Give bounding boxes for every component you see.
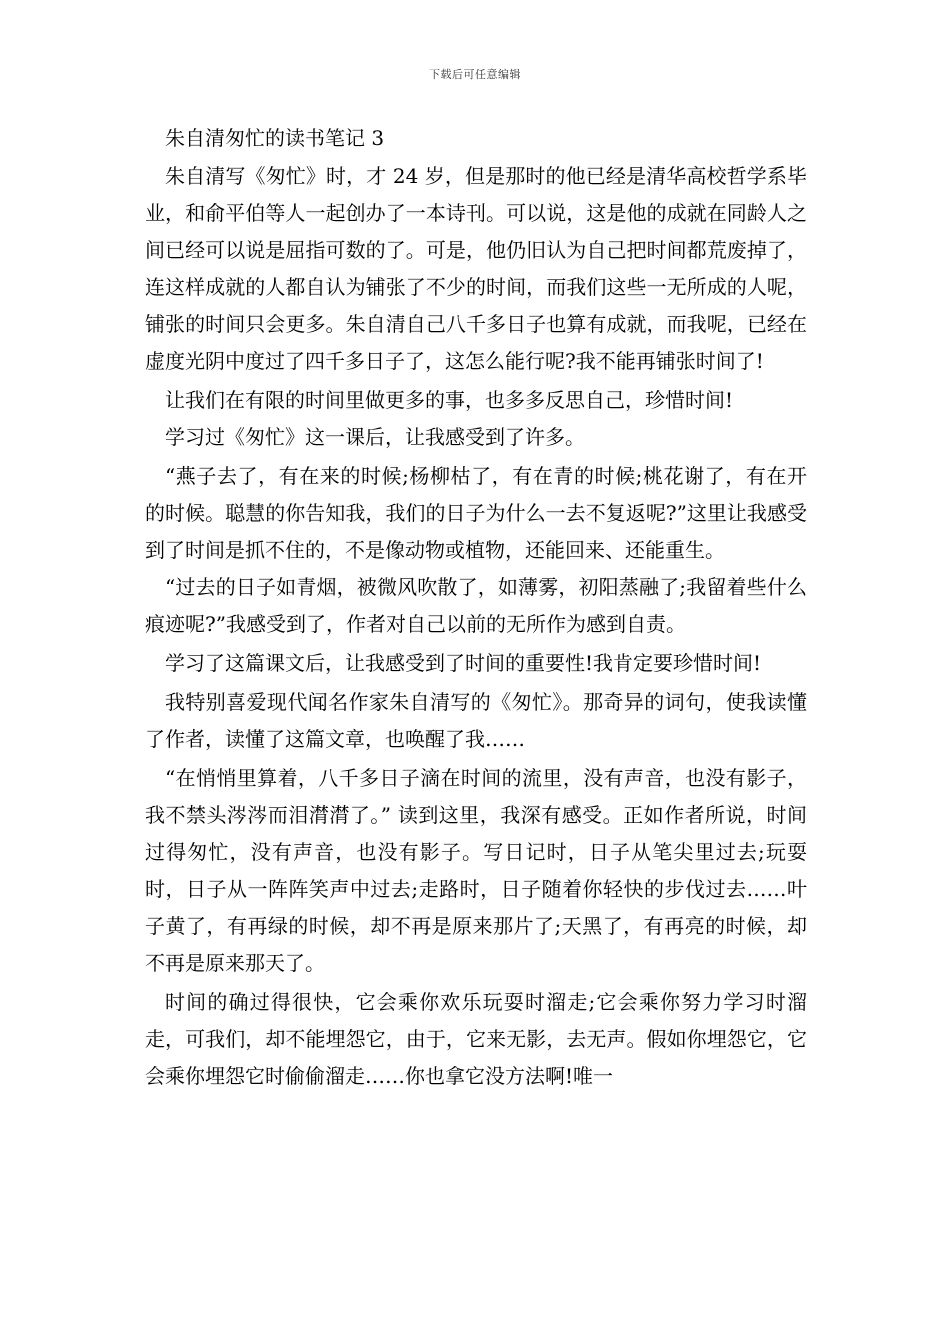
document-body xyxy=(145,120,807,1095)
header-note: 下载后可任意编辑 xyxy=(429,68,521,81)
paragraph: 时间的确过得很快，它会乘你欢乐玩耍时溜走;它会乘你努力学习时溜走，可我们，却不能埋怨它，由于，它来无影，去无声。假如你埋怨它，它会乘你埋怨它时偷偷溜走……你也拿它没方法啊!唯一 xyxy=(145,990,807,1088)
paragraph: “过去的日子如青烟，被微风吹散了，如薄雾，初阳蒸融了;我留着些什么痕迹呢?”我感受到了，作者对自己以前的无所作为感到自责。 xyxy=(145,575,807,636)
paragraph: 朱自清写《匆忙》时，才 24 岁，但是那时的他已经是清华高校哲学系毕业，和俞平伯等人一起创办了一本诗刊。可以说，这是他的成就在同龄人之间已经可以说是屈指可数的了。可是，他仍旧认为自己把时间都荒废掉了，连这样成就的人都自认为铺张了不少的时间，而我们这些一无所成的人呢，铺张的时间只会更多。朱自清自己八千多日子也算有成就，而我呢，已经在虚度光阴中度过了四千多日子了，这怎么能行呢?我不能再铺张时间了! xyxy=(145,164,807,373)
paragraph: 我特别喜爱现代闻名作家朱自清写的《匆忙》。那奇异的词句，使我读懂了作者，读懂了这篇文章，也唤醒了我…… xyxy=(145,690,807,751)
document-title: 朱自清匆忙的读书笔记 3 xyxy=(165,126,385,150)
paragraph: “在悄悄里算着，八千多日子滴在时间的流里，没有声音，也没有影子，我不禁头涔涔而泪潸潸了。” 读到这里，我深有感受。正如作者所说，时间过得匆忙，没有声音，也没有影子。写日记时，日子从笔尖里过去;玩耍时，日子从一阵阵笑声中过去;走路时，日子随着你轻快的步伐过去……叶子黄了，有再绿的时候，却不再是原来那片了;天黑了，有再亮的时候，却不再是原来那天了。 xyxy=(145,766,807,975)
paragraph: 让我们在有限的时间里做更多的事，也多多反思自己，珍惜时间! xyxy=(165,388,734,412)
paragraph: 学习过《匆忙》这一课后，让我感受到了许多。 xyxy=(165,425,585,449)
paragraph: 学习了这篇课文后，让我感受到了时间的重要性!我肯定要珍惜时间! xyxy=(165,651,762,675)
paragraph: “燕子去了，有在来的时候;杨柳枯了，有在青的时候;桃花谢了，有在开的时候。聪慧的你告知我，我们的日子为什么一去不复返呢?”这里让我感受到了时间是抓不住的，不是像动物或植物，还能回来、还能重生。 xyxy=(145,464,807,562)
